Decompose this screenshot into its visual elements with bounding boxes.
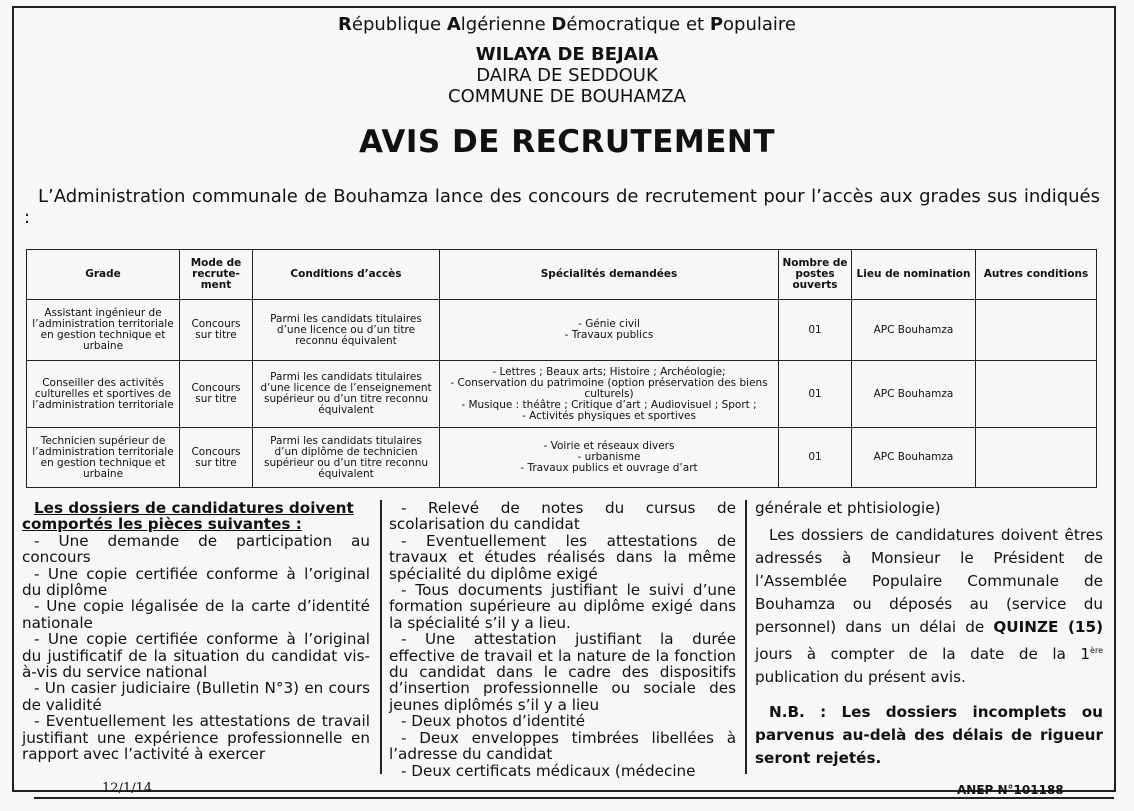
cell-line: - Voirie et réseaux divers	[543, 440, 675, 452]
list-item: - Relevé de notes du cursus de scolarisation du candidat	[389, 499, 736, 534]
cell-autres	[976, 428, 1097, 488]
cell-autres	[976, 361, 1097, 428]
list-item: - Une attestation justifiant la durée effective de travail et la nature de la fonction du candidat dans le cadre des dispositifs d’insertion professionnelle ou sociale des jeunes diplômés s’il y a lieu	[389, 630, 736, 714]
cell-line: culturels)	[584, 387, 634, 400]
required-documents-list-1	[22, 533, 370, 763]
cell-line: Concours	[191, 445, 241, 458]
cell-postes: 01	[779, 428, 852, 488]
list-continuation: générale et phtisiologie)	[755, 499, 941, 517]
list-item: - Eventuellement les attestations de travaux et études réalisés dans la même spécialité du diplôme exigé	[389, 531, 736, 583]
cell-line: Nombre de	[782, 257, 848, 269]
cell-line: sur titre	[195, 456, 237, 469]
cell-line: Parmi les candidats titulaires	[270, 371, 422, 383]
deadline: QUINZE (15)	[993, 618, 1104, 636]
cell-grade	[27, 428, 180, 488]
list-item: - Deux photos d’identité	[401, 712, 586, 731]
list-item: - Deux certificats médicaux (médecine	[401, 761, 696, 780]
cell-lieu: APC Bouhamza	[852, 300, 976, 361]
cell-mode	[180, 300, 253, 361]
header-specialites: Spécialités demandées	[440, 250, 779, 300]
cell-line: d’une licence ou d’un titre	[276, 323, 416, 336]
list-item: - Tous documents justifiant le suivi d’une formation supérieure au diplôme exigé dans la spécialité s’il y a lieu.	[389, 581, 736, 632]
header-grade: Grade	[27, 250, 180, 300]
cell-line: supérieur ou d’un titre reconnu	[263, 393, 429, 405]
submission-text-3: publication du présent avis.	[755, 668, 966, 687]
cell-line: - Travaux publics et ouvrage d’art	[520, 462, 698, 474]
cell-mode	[180, 361, 253, 428]
cell-line: en gestion technique et	[40, 456, 166, 469]
republic-word: épublique	[351, 14, 447, 35]
nb-note: N.B. : Les dossiers incomplets ou parvenus au-delà des délais de rigueur seront rejetés.	[755, 703, 1103, 768]
cell-line: reconnu équivalent	[295, 334, 397, 347]
required-documents-list-2	[389, 500, 736, 779]
dossiers-heading: Les dossiers de candidatures doivent comportés les pièces suivantes :	[22, 499, 354, 534]
cell-line: recrute-	[192, 268, 240, 280]
bottom-rule	[34, 797, 1114, 799]
footer-date: 12/1/14	[102, 781, 153, 796]
cell-line: l’administration territoriale	[32, 318, 174, 330]
republic-initial: P	[709, 14, 724, 35]
republic-initial: R	[338, 14, 352, 35]
cell-line: Conseiller des activités	[42, 376, 164, 389]
cell-line: Concours	[191, 382, 241, 394]
cell-mode	[180, 428, 253, 488]
header-lieu: Lieu de nomination	[852, 250, 976, 300]
list-item: - Une copie certifiée conforme à l’original du justificatif de la situation du candidat vis-à-vis du service national	[22, 630, 370, 682]
cell-line: Concours	[191, 318, 241, 330]
submission-text: Les dossiers de candidatures doivent êtres adressés à Monsieur le Président de l’Assemblée Populaire Communale de Bouhamza ou déposés au (service du personnel) dans un délai de	[755, 526, 1103, 636]
republic-initial: D	[551, 14, 567, 35]
cell-grade	[27, 300, 180, 361]
republic-word: émocratique et	[566, 14, 710, 35]
cell-line: Parmi les candidats titulaires	[270, 312, 422, 325]
cell-line: - Lettres ; Beaux arts; Histoire ; Archéologie;	[492, 365, 726, 378]
cell-specialites	[440, 428, 779, 488]
cell-line: ment	[200, 279, 232, 291]
cell-line: ouverts	[792, 279, 838, 291]
column-divider	[380, 500, 382, 774]
list-item: - Une copie certifiée conforme à l’original du diplôme	[22, 564, 370, 600]
cell-line: sur titre	[195, 329, 237, 341]
column-divider	[745, 500, 747, 774]
intro-text: L’Administration communale de Bouhamza lance des concours de recrutement pour l’accès aux grades sus indiqués :	[24, 186, 1100, 228]
submission-instructions	[755, 524, 1103, 689]
cell-line: - Musique : théâtre ; Critique d’art ; Audiovisuel ; Sport ;	[461, 398, 757, 411]
republic-line	[0, 14, 1134, 35]
cell-grade	[27, 361, 180, 428]
cell-line: d’une licence de l’enseignement	[260, 382, 432, 394]
cell-line: urbaine	[82, 340, 124, 352]
republic-initial: A	[446, 14, 461, 35]
cell-line: l’administration territoriale	[32, 445, 174, 458]
cell-lieu: APC Bouhamza	[852, 428, 976, 488]
cell-conditions	[253, 428, 440, 488]
cell-line: - Travaux publics	[564, 329, 654, 341]
cell-line: l’administration territoriale	[32, 398, 174, 411]
header-postes	[779, 250, 852, 300]
list-item: - Une copie légalisée de la carte d’identité nationale	[22, 597, 370, 632]
cell-lieu: APC Bouhamza	[852, 361, 976, 428]
cell-line: équivalent	[318, 467, 374, 480]
cell-specialites	[440, 361, 779, 428]
cell-postes: 01	[779, 361, 852, 428]
cell-line: supérieur ou d’un titre reconnu	[263, 456, 429, 469]
cell-line: - urbanisme	[577, 451, 641, 463]
dossiers-column-2	[389, 500, 736, 779]
cell-conditions	[253, 300, 440, 361]
cell-line: - Conservation du patrimoine (option préservation des biens	[450, 376, 768, 389]
anep-reference: ANEP N°101188	[957, 783, 1064, 797]
republic-word: lgérienne	[460, 14, 552, 35]
submission-text-2: jours à compter de la date de la 1	[755, 645, 1091, 664]
header-mode	[180, 250, 253, 300]
cell-line: Parmi les candidats titulaires	[270, 434, 422, 447]
list-item: - Eventuellement les attestations de travail justifiant une expérience professionnelle en rapport avec l’activité à exercer	[22, 712, 370, 764]
cell-line: postes	[795, 268, 835, 280]
table-row	[27, 361, 1097, 428]
recruitment-table	[26, 249, 1097, 488]
cell-line: en gestion technique et	[40, 329, 166, 341]
cell-line: équivalent	[318, 404, 374, 416]
commune: COMMUNE DE BOUHAMZA	[448, 86, 686, 107]
list-item: - Un casier judiciaire (Bulletin N°3) en cours de validité	[22, 679, 370, 714]
cell-line: sur titre	[195, 393, 237, 405]
cell-line: - Génie civil	[578, 318, 640, 330]
cell-line: Assistant ingénieur de	[44, 307, 162, 319]
table-header-row	[27, 250, 1097, 300]
list-item: - Deux enveloppes timbrées libellées à l’adresse du candidat	[389, 728, 736, 764]
table-row	[27, 300, 1097, 361]
cell-line: - Activités physiques et sportives	[522, 409, 696, 422]
ordinal-sup: ère	[1090, 646, 1103, 655]
wilaya: WILAYA DE BEJAIA	[475, 44, 659, 65]
dossiers-column-1	[22, 500, 370, 763]
cell-line: Mode de	[190, 257, 242, 269]
list-item: - Une demande de participation au concours	[22, 531, 370, 567]
republic-word: opulaire	[723, 14, 796, 35]
table-row	[27, 428, 1097, 488]
cell-line: culturelles et sportives de	[34, 387, 172, 400]
cell-line: d’un diplôme de technicien	[274, 445, 418, 458]
cell-autres	[976, 300, 1097, 361]
cell-specialites	[440, 300, 779, 361]
cell-conditions	[253, 361, 440, 428]
page-title: AVIS DE RECRUTEMENT	[358, 124, 775, 160]
cell-line: urbaine	[82, 467, 124, 480]
cell-line: Technicien supérieur de	[40, 434, 166, 447]
daira: DAIRA DE SEDDOUK	[476, 65, 658, 86]
header-autres: Autres conditions	[976, 250, 1097, 300]
cell-postes: 01	[779, 300, 852, 361]
header-conditions: Conditions d’accès	[253, 250, 440, 300]
dossiers-column-3	[755, 500, 1103, 770]
